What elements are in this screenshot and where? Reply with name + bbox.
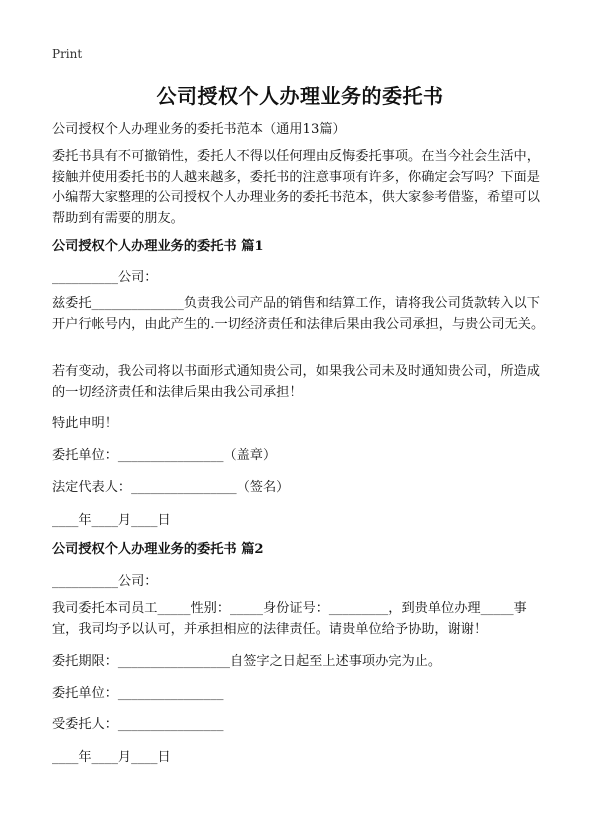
section-1-heading: 公司授权个人办理业务的委托书 篇1: [52, 239, 264, 254]
s2-trustee-line: 受委托人：________________: [52, 717, 224, 732]
intro-paragraph: 委托书具有不可撤销性，委托人不得以任何理由反悔委托事项。在当今社会生活中，接触并使用委托书的人越来越多，委托书的注意事项有许多，你确定会写吗？下面是小编帮大家整理的公司授权个人办理业务的委托书范本，供大家参考借鉴，希望可以帮助到有需要的朋友。: [52, 149, 540, 226]
s1-representative-line: 法定代表人：________________（签名）: [52, 480, 290, 495]
s2-unit-line: 委托单位：________________: [52, 686, 224, 701]
s1-date-line: ____年____月____日: [52, 513, 171, 528]
s2-paragraph-1: 我司委托本司员工_____性别：_____身份证号：_________，到贵单位办理_____事宜，我司均予以认可，并承担相应的法律责任。请贵单位给予协助，谢谢！: [52, 601, 527, 637]
section-2-heading: 公司授权个人办理业务的委托书 篇2: [52, 542, 264, 557]
subtitle: 公司授权个人办理业务的委托书范本（通用13篇）: [52, 122, 346, 137]
s1-paragraph-1: 兹委托______________负责我公司产品的销售和结算工作，请将我公司货款转入以下开户行帐号内，由此产生的.一切经济责任和法律后果由我公司承担，与贵公司无关。: [52, 296, 545, 332]
s1-company-line: __________公司：: [52, 270, 158, 285]
print-link[interactable]: Print: [52, 47, 83, 61]
s2-date-line: ____年____月____日: [52, 750, 171, 765]
page-title: 公司授权个人办理业务的委托书: [156, 84, 444, 108]
s2-company-line: __________公司：: [52, 574, 158, 589]
s1-paragraph-2: 若有变动，我公司将以书面形式通知贵公司，如果我公司未及时通知贵公司，所造成的一切经济责任和法律后果由我公司承担！: [52, 364, 540, 400]
s2-period-line: 委托期限：_________________自签字之日起至上述事项办完为止。: [52, 654, 442, 669]
s1-declaration: 特此申明！: [52, 416, 118, 431]
s1-unit-line: 委托单位：________________（盖章）: [52, 448, 277, 463]
